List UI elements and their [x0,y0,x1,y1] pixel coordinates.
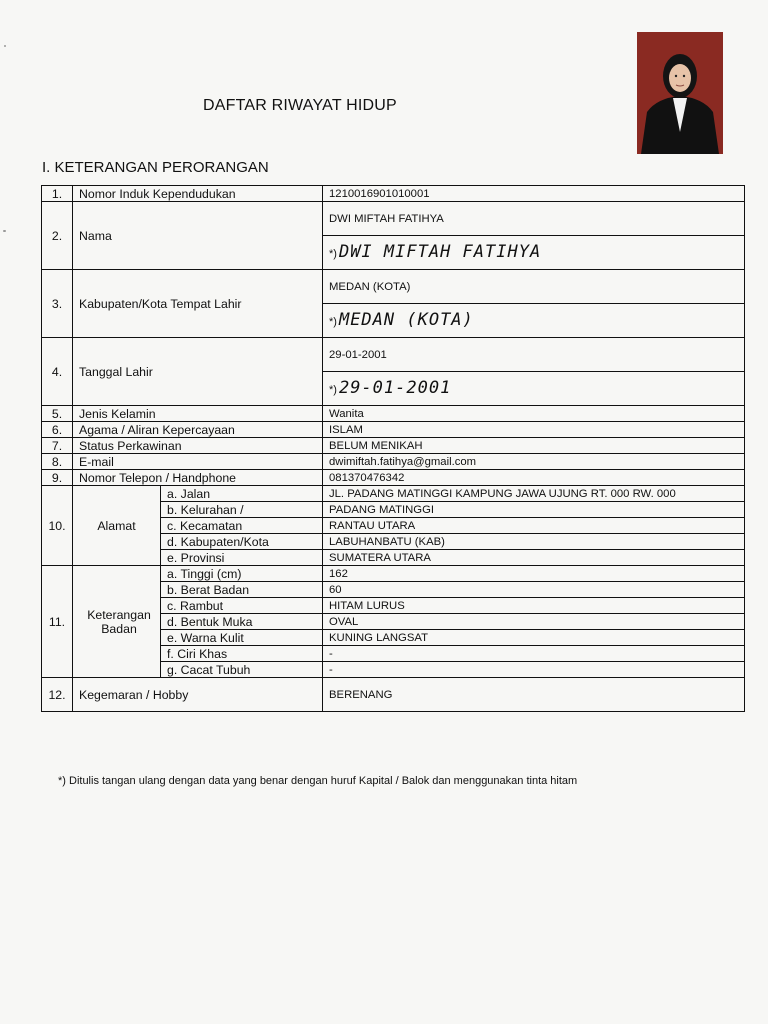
field-label: Nama [73,202,323,270]
sub-field-label: b. Berat Badan [161,582,323,598]
sub-field-value: - [323,662,745,678]
sub-field-value: HITAM LURUS [323,598,745,614]
field-value: ISLAM [323,422,745,438]
field-label: Jenis Kelamin [73,406,323,422]
footnote: *) Ditulis tangan ulang dengan data yang benar dengan huruf Kapital / Balok dan menggunakan tinta hitam [58,775,578,787]
sub-field-label: e. Provinsi [161,550,323,566]
row-number: 6. [42,422,73,438]
person-portrait-icon [637,32,723,154]
field-value: dwimiftah.fatihya@gmail.com [323,454,745,470]
field-label: Tanggal Lahir [73,338,323,406]
sub-field-value: 162 [323,566,745,582]
handwritten-field [323,372,745,406]
table-row [42,406,745,422]
sub-field-label: d. Kabupaten/Kota [161,534,323,550]
handwritten-value: DWI MIFTAH FATIHYA [338,241,542,262]
sub-field-label: g. Cacat Tubuh [161,662,323,678]
field-label: Nomor Induk Kependudukan [73,186,323,202]
sub-field-label: e. Warna Kulit [161,630,323,646]
field-label: E-mail [73,454,323,470]
handwritten-value: 29-01-2001 [338,377,452,398]
row-number: 1. [42,186,73,202]
sub-field-label: c. Rambut [161,598,323,614]
field-value: DWI MIFTAH FATIHYA [323,202,745,236]
sub-field-value: OVAL [323,614,745,630]
sub-field-label: c. Kecamatan [161,518,323,534]
field-label: Nomor Telepon / Handphone [73,470,323,486]
row-number: 11. [42,566,73,678]
passport-photo [637,32,723,154]
row-number: 9. [42,470,73,486]
sub-field-value: KUNING LANGSAT [323,630,745,646]
handwriting-prefix: *) [329,315,337,328]
handwriting-prefix: *) [329,383,337,396]
sub-field-value: LABUHANBATU (KAB) [323,534,745,550]
table-row [42,438,745,454]
row-number: 8. [42,454,73,470]
row-number: 7. [42,438,73,454]
sub-field-value: 60 [323,582,745,598]
scan-speck [3,230,6,232]
sub-field-label: d. Bentuk Muka [161,614,323,630]
table-row [42,470,745,486]
field-value: 081370476342 [323,470,745,486]
sub-field-label: a. Jalan [161,486,323,502]
table-row [42,338,745,372]
sub-field-label: a. Tinggi (cm) [161,566,323,582]
row-number: 12. [42,678,73,712]
handwriting-prefix: *) [329,247,337,260]
field-value: BERENANG [323,678,745,712]
field-label: Status Perkawinan [73,438,323,454]
table-row [42,566,745,582]
field-label [73,566,161,678]
handwritten-field [323,304,745,338]
row-number: 5. [42,406,73,422]
row-number: 10. [42,486,73,566]
field-value: Wanita [323,406,745,422]
sub-field-value: JL. PADANG MATINGGI KAMPUNG JAWA UJUNG RT. 000 RW. 000 [323,486,745,502]
table-row [42,202,745,236]
row-number: 4. [42,338,73,406]
row-number: 2. [42,202,73,270]
scan-speck [4,45,6,47]
field-label: Kabupaten/Kota Tempat Lahir [73,270,323,338]
sub-field-value: PADANG MATINGGI [323,502,745,518]
sub-field-value: SUMATERA UTARA [323,550,745,566]
table-row [42,486,745,502]
table-row [42,422,745,438]
field-value: 29-01-2001 [323,338,745,372]
sub-field-label: b. Kelurahan / [161,502,323,518]
sub-field-value: RANTAU UTARA [323,518,745,534]
field-label: Kegemaran / Hobby [73,678,323,712]
row-number: 3. [42,270,73,338]
sub-field-value: - [323,646,745,662]
field-value: BELUM MENIKAH [323,438,745,454]
field-label: Agama / Aliran Kepercayaan [73,422,323,438]
table-row [42,454,745,470]
table-row [42,186,745,202]
field-value: MEDAN (KOTA) [323,270,745,304]
field-value: 1210016901010001 [323,186,745,202]
personal-info-table [41,185,745,712]
field-label: Alamat [73,486,161,566]
section-heading: I. KETERANGAN PERORANGAN [42,159,269,176]
table-row [42,678,745,712]
table-row [42,270,745,304]
handwritten-field [323,236,745,270]
field-label-text: Keterangan Badan [87,607,151,636]
sub-field-label: f. Ciri Khas [161,646,323,662]
document-title: DAFTAR RIWAYAT HIDUP [203,97,397,114]
handwritten-value: MEDAN (KOTA) [338,309,474,330]
